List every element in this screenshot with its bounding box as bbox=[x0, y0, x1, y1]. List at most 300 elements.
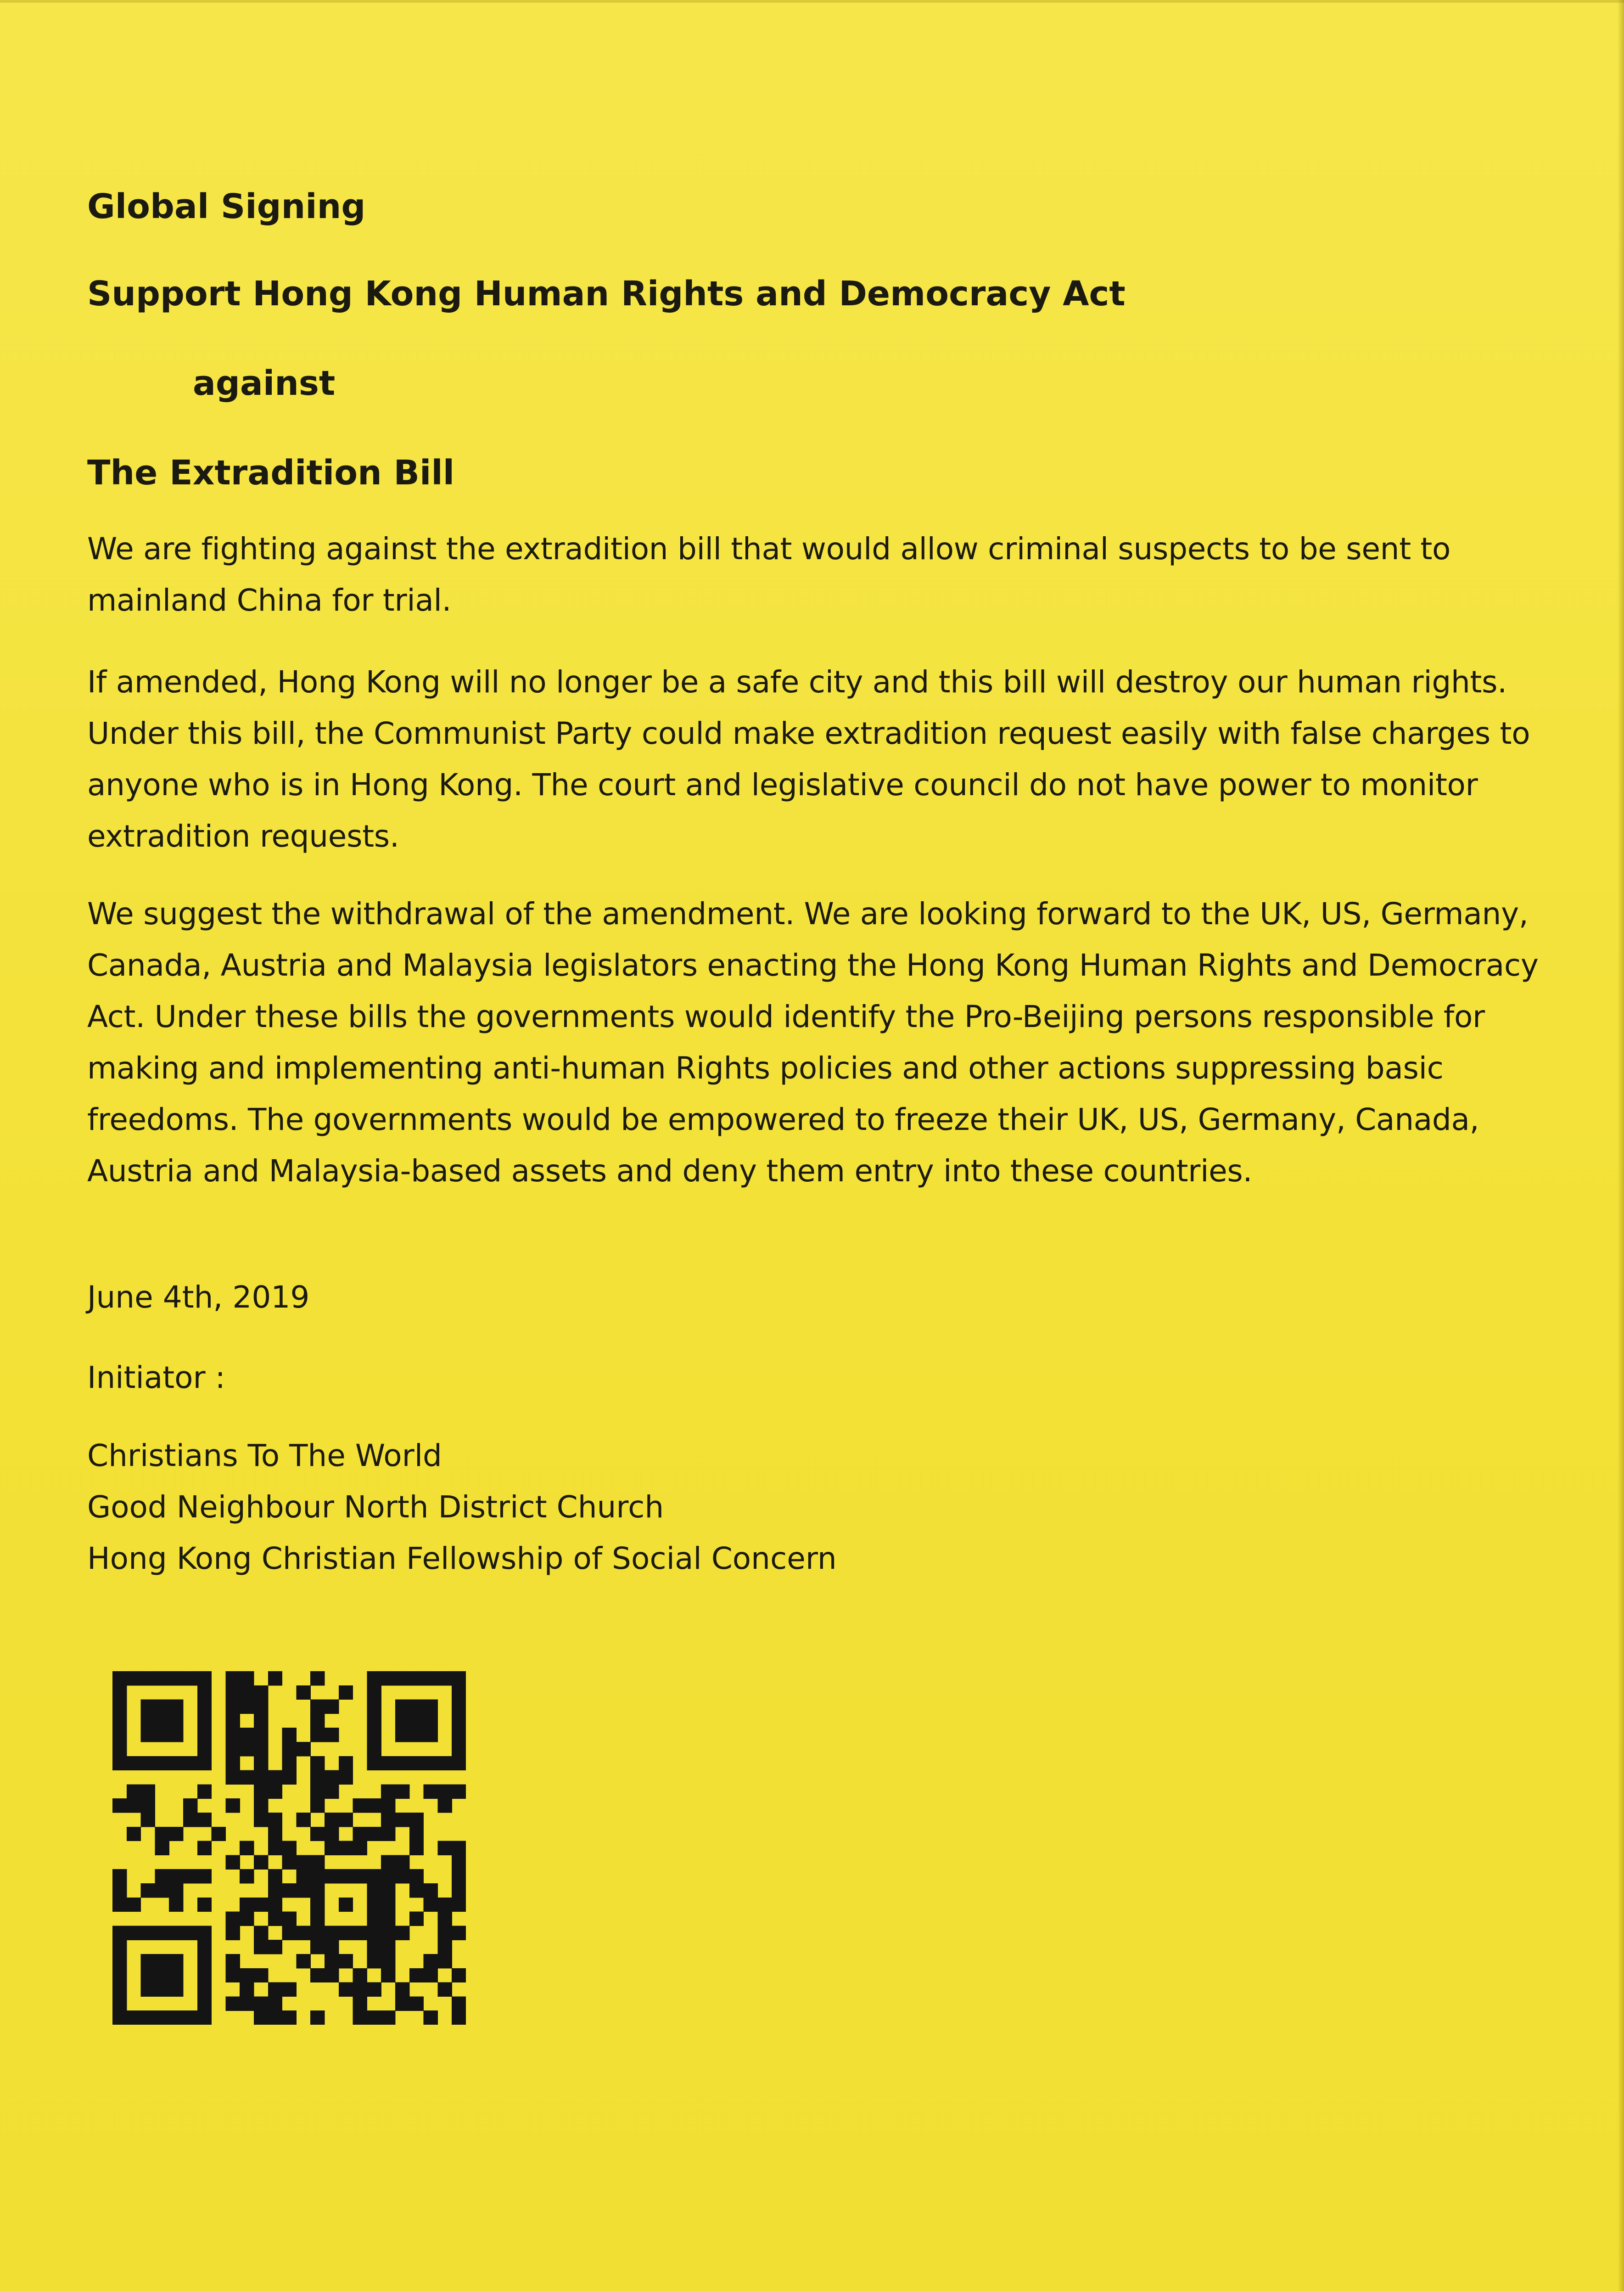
qr-module bbox=[367, 1898, 381, 1912]
qr-module bbox=[395, 1813, 409, 1827]
qr-module bbox=[112, 1798, 127, 1813]
qr-module bbox=[325, 1841, 339, 1855]
qr-module bbox=[112, 1756, 127, 1770]
qr-module bbox=[254, 1798, 268, 1813]
initiator-item: Good Neighbour North District Church bbox=[87, 1489, 664, 1525]
qr-module bbox=[325, 1770, 339, 1785]
qr-module bbox=[254, 1700, 268, 1714]
qr-module bbox=[254, 1940, 268, 1954]
qr-module bbox=[339, 1926, 353, 1940]
qr-module bbox=[282, 2010, 297, 2025]
qr-module bbox=[141, 1798, 155, 1813]
qr-module bbox=[381, 1869, 395, 1883]
qr-module bbox=[282, 1770, 297, 1785]
qr-module bbox=[282, 1742, 297, 1756]
initiator-item: Hong Kong Christian Fellowship of Social Concern bbox=[87, 1541, 837, 1576]
qr-module bbox=[325, 1700, 339, 1714]
qr-module bbox=[367, 1671, 381, 1685]
qr-module bbox=[197, 1926, 212, 1940]
qr-module bbox=[339, 1954, 353, 1968]
qr-module bbox=[409, 1728, 424, 1742]
paragraph-suggestion: We suggest the withdrawal of the amendment. We are looking forward to the UK, US, Germany, Canada, Austria and Malaysia legislators enacting the Hong Kong Human Rights and Democracy Act. Under these bills the governments would identify the Pro-Beijing persons responsible for making and implementing anti-human Rights policies and other actions suppressing basic freedoms. The governments would be empowered to freeze their UK, US, Germany, Canada, Austria and Malaysia-based assets and deny them entry into these countries. bbox=[87, 896, 1539, 1189]
qr-module bbox=[296, 1954, 310, 1968]
qr-module bbox=[240, 1685, 254, 1700]
qr-module bbox=[254, 1685, 268, 1700]
qr-module bbox=[268, 1827, 282, 1841]
qr-module bbox=[225, 1954, 240, 1968]
qr-module bbox=[254, 1728, 268, 1742]
qr-module bbox=[169, 1713, 183, 1728]
title-against: against bbox=[193, 364, 336, 403]
qr-module bbox=[381, 1968, 395, 1982]
qr-module bbox=[409, 1827, 424, 1841]
qr-module bbox=[112, 1713, 127, 1728]
qr-module bbox=[225, 1728, 240, 1742]
qr-module bbox=[452, 1898, 466, 1912]
qr-module bbox=[112, 1996, 127, 2010]
qr-module bbox=[112, 1869, 127, 1883]
qr-module bbox=[367, 2010, 381, 2025]
qr-module bbox=[424, 1700, 438, 1714]
qr-module bbox=[155, 1728, 169, 1742]
qr-module bbox=[452, 1756, 466, 1770]
qr-module bbox=[437, 1954, 452, 1968]
qr-module bbox=[112, 1883, 127, 1898]
qr-module bbox=[296, 1869, 310, 1883]
qr-module bbox=[240, 1841, 254, 1855]
qr-module bbox=[155, 1869, 169, 1883]
qr-module bbox=[424, 1883, 438, 1898]
qr-module bbox=[197, 1898, 212, 1912]
qr-module bbox=[197, 1700, 212, 1714]
qr-module bbox=[112, 1728, 127, 1742]
qr-module bbox=[409, 1968, 424, 1982]
qr-module bbox=[197, 1728, 212, 1742]
qr-module bbox=[240, 1742, 254, 1756]
qr-module bbox=[155, 1968, 169, 1982]
qr-module bbox=[268, 2010, 282, 2025]
qr-module bbox=[225, 1968, 240, 1982]
qr-module bbox=[127, 1671, 141, 1685]
qr-module bbox=[310, 1756, 325, 1770]
qr-module bbox=[268, 1996, 282, 2010]
qr-module bbox=[424, 1713, 438, 1728]
qr-module bbox=[452, 1926, 466, 1940]
qr-module bbox=[225, 1685, 240, 1700]
qr-module bbox=[112, 1982, 127, 1997]
qr-module bbox=[353, 2010, 367, 2025]
qr-module bbox=[325, 1968, 339, 1982]
qr-module bbox=[127, 1756, 141, 1770]
qr-module bbox=[197, 1869, 212, 1883]
qr-module bbox=[127, 2010, 141, 2025]
qr-module bbox=[240, 1869, 254, 1883]
qr-module bbox=[296, 1855, 310, 1869]
qr-module bbox=[339, 1813, 353, 1827]
qr-module bbox=[282, 1756, 297, 1770]
qr-module bbox=[452, 1968, 466, 1982]
qr-module bbox=[141, 1926, 155, 1940]
qr-module bbox=[424, 2010, 438, 2025]
qr-module bbox=[254, 1926, 268, 1940]
qr-module bbox=[409, 1713, 424, 1728]
qr-module bbox=[310, 2010, 325, 2025]
qr-module bbox=[339, 1898, 353, 1912]
qr-module bbox=[353, 1841, 367, 1855]
qr-module bbox=[141, 1756, 155, 1770]
qr-module bbox=[353, 1982, 367, 1997]
qr-module bbox=[268, 1982, 282, 1997]
qr-module bbox=[395, 1784, 409, 1798]
qr-module bbox=[155, 1671, 169, 1685]
qr-module bbox=[225, 1798, 240, 1813]
qr-module bbox=[155, 1954, 169, 1968]
qr-module bbox=[395, 1756, 409, 1770]
qr-module bbox=[197, 1954, 212, 1968]
qr-module bbox=[197, 2010, 212, 2025]
qr-module bbox=[141, 1700, 155, 1714]
qr-module bbox=[254, 1813, 268, 1827]
qr-module bbox=[240, 1968, 254, 1982]
qr-module bbox=[127, 1798, 141, 1813]
paragraph-concerns: If amended, Hong Kong will no longer be a safe city and this bill will destroy our human rights. Under this bill, the Communist Party could make extradition request easily with false charges to anyone who is in Hong Kong. The court and legislative council do not have power to monitor extradition requests. bbox=[87, 664, 1530, 854]
paper-edge-right bbox=[1618, 0, 1624, 2291]
qr-module bbox=[452, 1996, 466, 2010]
qr-module bbox=[424, 1756, 438, 1770]
qr-module bbox=[452, 1685, 466, 1700]
qr-module bbox=[296, 1883, 310, 1898]
qr-module bbox=[381, 1940, 395, 1954]
qr-module bbox=[452, 1713, 466, 1728]
qr-module bbox=[325, 1827, 339, 1841]
qr-module bbox=[395, 1855, 409, 1869]
qr-module bbox=[112, 1968, 127, 1982]
qr-module bbox=[437, 1841, 452, 1855]
qr-module bbox=[409, 1869, 424, 1883]
qr-module bbox=[197, 1685, 212, 1700]
qr-module bbox=[254, 2010, 268, 2025]
qr-module bbox=[183, 1926, 197, 1940]
qr-module bbox=[310, 1926, 325, 1940]
qr-module bbox=[240, 1700, 254, 1714]
qr-module bbox=[424, 1671, 438, 1685]
qr-module bbox=[395, 1996, 409, 2010]
qr-module bbox=[169, 1700, 183, 1714]
qr-module bbox=[409, 1996, 424, 2010]
qr-module bbox=[155, 2010, 169, 2025]
qr-module bbox=[353, 1827, 367, 1841]
qr-module bbox=[437, 1784, 452, 1798]
qr-module bbox=[452, 1671, 466, 1685]
qr-module bbox=[169, 1982, 183, 1997]
qr-module bbox=[325, 1869, 339, 1883]
qr-module bbox=[353, 1869, 367, 1883]
qr-module bbox=[339, 1869, 353, 1883]
qr-module bbox=[197, 1713, 212, 1728]
qr-module bbox=[169, 1827, 183, 1841]
qr-module bbox=[112, 2010, 127, 2025]
qr-module bbox=[437, 1798, 452, 1813]
qr-module bbox=[155, 1926, 169, 1940]
qr-module bbox=[197, 1996, 212, 2010]
qr-module bbox=[225, 1700, 240, 1714]
qr-module bbox=[395, 1700, 409, 1714]
qr-module bbox=[141, 2010, 155, 2025]
qr-module bbox=[282, 1926, 297, 1940]
title-support-act: Support Hong Kong Human Rights and Democracy Act bbox=[87, 274, 1126, 314]
qr-module bbox=[183, 1813, 197, 1827]
qr-module bbox=[112, 1940, 127, 1954]
qr-module bbox=[367, 1982, 381, 1997]
qr-module bbox=[367, 1940, 381, 1954]
qr-module bbox=[155, 1982, 169, 1997]
qr-module bbox=[268, 1813, 282, 1827]
qr-module bbox=[169, 1926, 183, 1940]
qr-module bbox=[282, 1855, 297, 1869]
qr-module bbox=[381, 1954, 395, 1968]
qr-module bbox=[254, 1756, 268, 1770]
qr-module bbox=[424, 1954, 438, 1968]
qr-module bbox=[225, 1671, 240, 1685]
qr-module bbox=[169, 1898, 183, 1912]
qr-module bbox=[367, 1954, 381, 1968]
qr-module bbox=[325, 1954, 339, 1968]
qr-module bbox=[240, 1912, 254, 1926]
qr-module bbox=[395, 1671, 409, 1685]
qr-module bbox=[254, 1855, 268, 1869]
qr-module bbox=[169, 1756, 183, 1770]
qr-module bbox=[112, 1700, 127, 1714]
qr-module bbox=[367, 1798, 381, 1813]
date-text: June 4th, 2019 bbox=[87, 1280, 310, 1315]
qr-module bbox=[424, 1968, 438, 1982]
qr-module bbox=[197, 1742, 212, 1756]
qr-module bbox=[367, 1912, 381, 1926]
qr-module bbox=[169, 1728, 183, 1742]
qr-module bbox=[339, 1841, 353, 1855]
qr-module bbox=[310, 1869, 325, 1883]
qr-module bbox=[254, 1996, 268, 2010]
qr-module bbox=[437, 1982, 452, 1997]
qr-module bbox=[395, 1869, 409, 1883]
qr-module bbox=[112, 1685, 127, 1700]
qr-module bbox=[395, 1926, 409, 1940]
qr-module bbox=[296, 1685, 310, 1700]
qr-module bbox=[183, 1671, 197, 1685]
qr-module bbox=[310, 1798, 325, 1813]
qr-module bbox=[225, 1926, 240, 1940]
qr-module bbox=[197, 1982, 212, 1997]
qr-module bbox=[296, 1926, 310, 1940]
qr-module bbox=[452, 1869, 466, 1883]
qr-module bbox=[141, 1728, 155, 1742]
qr-module bbox=[409, 1841, 424, 1855]
qr-module bbox=[381, 1798, 395, 1813]
qr-module bbox=[141, 1968, 155, 1982]
qr-module bbox=[325, 1784, 339, 1798]
qr-module bbox=[395, 1728, 409, 1742]
qr-module bbox=[141, 1982, 155, 1997]
qr-module bbox=[225, 1713, 240, 1728]
qr-module bbox=[183, 1756, 197, 1770]
qr-module bbox=[225, 1912, 240, 1926]
qr-module bbox=[353, 1798, 367, 1813]
qr-module bbox=[310, 1784, 325, 1798]
qr-module bbox=[437, 1671, 452, 1685]
qr-module bbox=[282, 1883, 297, 1898]
qr-module bbox=[367, 1869, 381, 1883]
qr-module bbox=[310, 1827, 325, 1841]
qr-module bbox=[240, 1898, 254, 1912]
qr-module bbox=[141, 1883, 155, 1898]
qr-module bbox=[254, 1784, 268, 1798]
qr-module bbox=[452, 1784, 466, 1798]
qr-module bbox=[381, 1756, 395, 1770]
qr-module bbox=[353, 1926, 367, 1940]
qr-module bbox=[197, 1756, 212, 1770]
qr-module bbox=[310, 1912, 325, 1926]
qr-module bbox=[296, 1742, 310, 1756]
qr-module bbox=[325, 1926, 339, 1940]
qr-module bbox=[452, 2010, 466, 2025]
qr-module bbox=[424, 1784, 438, 1798]
qr-module bbox=[367, 1827, 381, 1841]
qr-module bbox=[409, 1671, 424, 1685]
qr-module bbox=[155, 1827, 169, 1841]
qr-module bbox=[367, 1883, 381, 1898]
qr-module bbox=[310, 1898, 325, 1912]
qr-module bbox=[254, 1898, 268, 1912]
qr-code-icon[interactable] bbox=[112, 1671, 466, 2025]
qr-module bbox=[127, 1898, 141, 1912]
qr-module bbox=[268, 1784, 282, 1798]
qr-module bbox=[155, 1756, 169, 1770]
qr-module bbox=[452, 1700, 466, 1714]
qr-module bbox=[268, 1912, 282, 1926]
qr-module bbox=[141, 1671, 155, 1685]
qr-module bbox=[112, 1742, 127, 1756]
initiator-label: Initiator : bbox=[87, 1360, 225, 1395]
qr-module bbox=[240, 1770, 254, 1785]
qr-module bbox=[381, 1813, 395, 1827]
qr-module bbox=[310, 1671, 325, 1685]
qr-module bbox=[437, 1940, 452, 1954]
qr-module bbox=[169, 1968, 183, 1982]
qr-module bbox=[325, 1728, 339, 1742]
qr-module bbox=[127, 1827, 141, 1841]
qr-module bbox=[268, 1770, 282, 1785]
qr-module bbox=[452, 1855, 466, 1869]
qr-module bbox=[282, 1982, 297, 1997]
qr-module bbox=[240, 1982, 254, 1997]
qr-module bbox=[367, 1685, 381, 1700]
qr-module bbox=[367, 1728, 381, 1742]
qr-module bbox=[268, 1671, 282, 1685]
qr-module bbox=[169, 1954, 183, 1968]
qr-module bbox=[424, 1898, 438, 1912]
qr-module bbox=[409, 1883, 424, 1898]
qr-module bbox=[183, 2010, 197, 2025]
qr-module bbox=[325, 1813, 339, 1827]
qr-module bbox=[452, 1742, 466, 1756]
qr-module bbox=[367, 1713, 381, 1728]
qr-module bbox=[367, 1756, 381, 1770]
qr-module bbox=[367, 1926, 381, 1940]
qr-module bbox=[437, 1926, 452, 1940]
qr-module bbox=[310, 1713, 325, 1728]
qr-module bbox=[240, 1671, 254, 1685]
qr-module bbox=[282, 1841, 297, 1855]
qr-module bbox=[240, 1728, 254, 1742]
qr-module bbox=[112, 1926, 127, 1940]
qr-module bbox=[197, 1841, 212, 1855]
qr-module bbox=[452, 1841, 466, 1855]
qr-module bbox=[197, 1813, 212, 1827]
qr-module bbox=[353, 1996, 367, 2010]
qr-module bbox=[225, 1770, 240, 1785]
qr-module bbox=[395, 1982, 409, 1997]
qr-module bbox=[339, 1770, 353, 1785]
qr-module bbox=[409, 1756, 424, 1770]
initiator-item: Christians To The World bbox=[87, 1438, 442, 1473]
qr-module bbox=[225, 1756, 240, 1770]
qr-module bbox=[197, 1671, 212, 1685]
title-global-signing: Global Signing bbox=[87, 187, 366, 226]
qr-module bbox=[225, 1996, 240, 2010]
qr-module bbox=[169, 1671, 183, 1685]
qr-module bbox=[310, 1855, 325, 1869]
qr-module bbox=[409, 1813, 424, 1827]
qr-module bbox=[381, 1784, 395, 1798]
qr-module bbox=[409, 1912, 424, 1926]
qr-module bbox=[127, 1784, 141, 1798]
qr-module bbox=[282, 1728, 297, 1742]
qr-module bbox=[169, 1869, 183, 1883]
qr-module bbox=[437, 1756, 452, 1770]
qr-module bbox=[155, 1883, 169, 1898]
qr-module bbox=[112, 1954, 127, 1968]
qr-module bbox=[381, 1855, 395, 1869]
qr-module bbox=[296, 1813, 310, 1827]
qr-module bbox=[254, 1770, 268, 1785]
qr-module bbox=[169, 1883, 183, 1898]
qr-module bbox=[452, 1728, 466, 1742]
qr-module bbox=[183, 1869, 197, 1883]
qr-module bbox=[452, 1883, 466, 1898]
qr-module bbox=[310, 1728, 325, 1742]
qr-module bbox=[395, 1713, 409, 1728]
qr-module bbox=[268, 1883, 282, 1898]
qr-module bbox=[183, 1798, 197, 1813]
qr-module bbox=[254, 1713, 268, 1728]
qr-module bbox=[141, 1713, 155, 1728]
qr-module bbox=[381, 1671, 395, 1685]
qr-module bbox=[112, 1671, 127, 1685]
qr-module bbox=[225, 1742, 240, 1756]
qr-module bbox=[381, 2010, 395, 2025]
qr-module bbox=[197, 1784, 212, 1798]
qr-module bbox=[225, 1855, 240, 1869]
qr-module bbox=[169, 2010, 183, 2025]
qr-module bbox=[268, 1898, 282, 1912]
qr-module bbox=[310, 1883, 325, 1898]
qr-module bbox=[310, 1968, 325, 1982]
qr-module bbox=[437, 1912, 452, 1926]
qr-module bbox=[141, 1784, 155, 1798]
qr-module bbox=[437, 1898, 452, 1912]
qr-module bbox=[141, 1954, 155, 1968]
qr-module bbox=[381, 1827, 395, 1841]
